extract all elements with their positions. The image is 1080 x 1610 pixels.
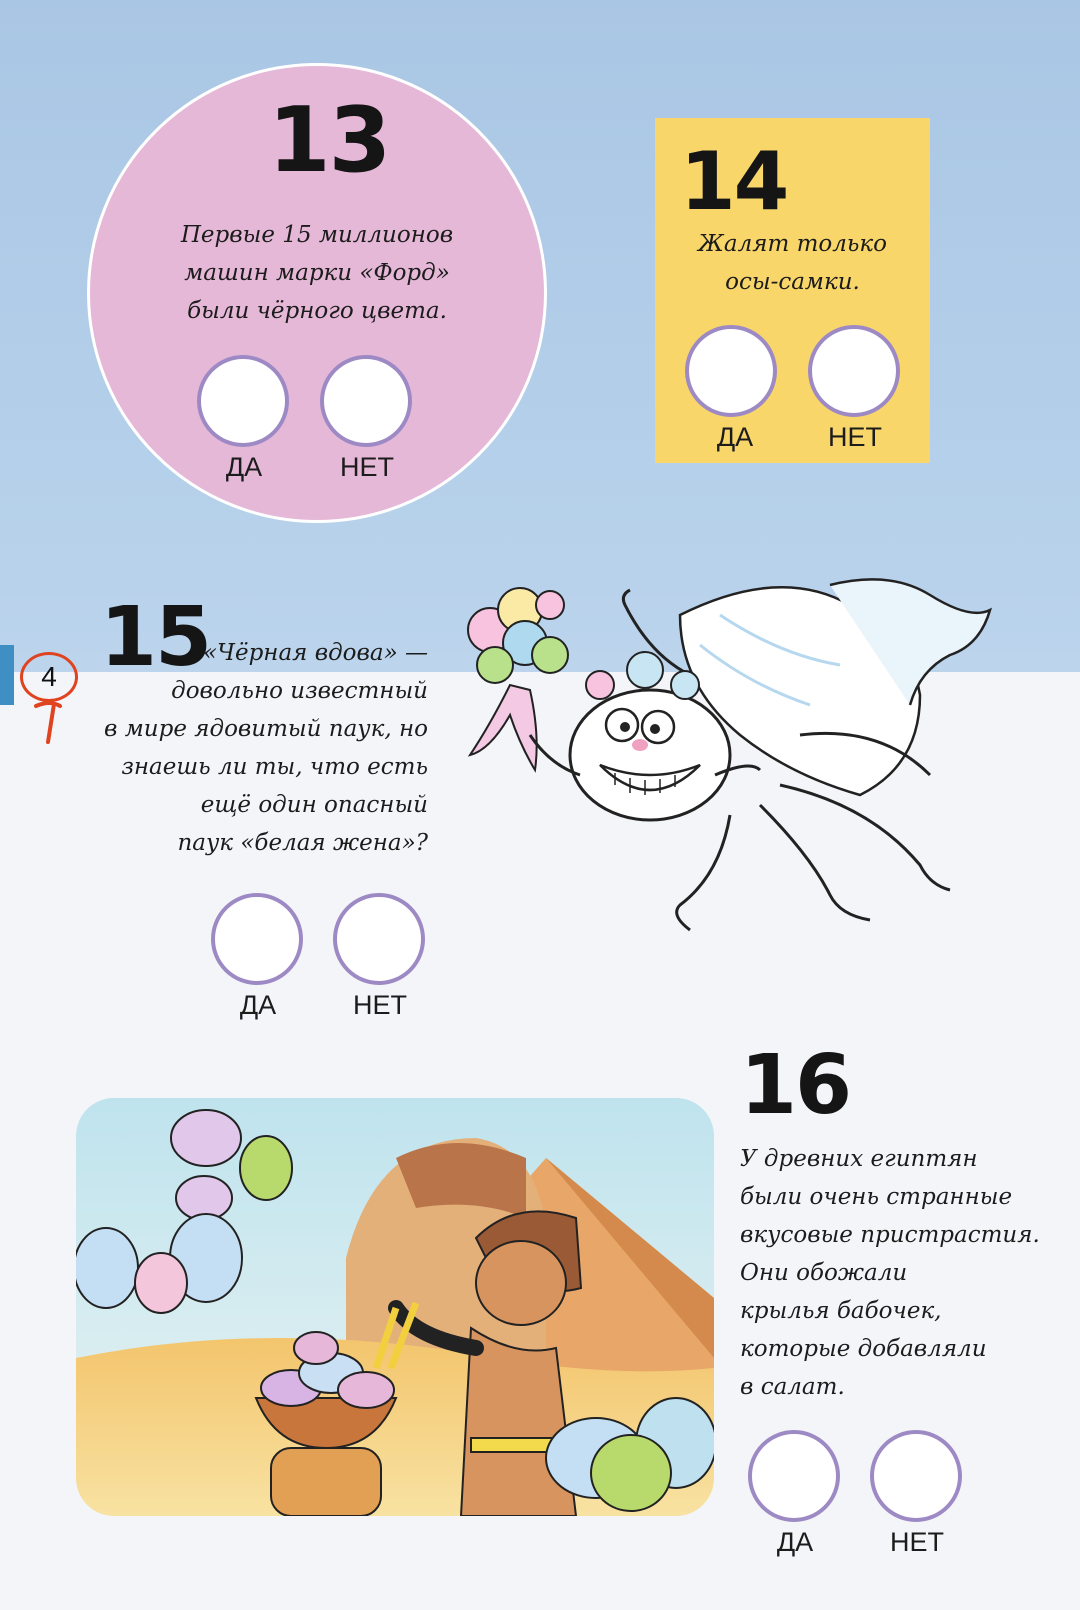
q15-number: 15 <box>100 590 211 685</box>
page-number: 4 <box>20 652 78 702</box>
q15-line: паук «белая жена»? <box>177 830 428 856</box>
q13-line: машин марки «Форд» <box>184 260 450 286</box>
q16-yes-label: ДА <box>776 1527 814 1557</box>
q16-number: 16 <box>740 1038 851 1133</box>
q15-line: «Чёрная вдова» — <box>203 640 428 666</box>
q15-no-circle[interactable] <box>333 893 425 985</box>
q15-line: ещё один опасный <box>200 792 428 818</box>
q15-line: в мире ядовитый паук, но <box>104 716 428 742</box>
q13-text <box>132 216 502 330</box>
q16-line: Они обожали <box>740 1260 908 1286</box>
q15-line: знаешь ли ты, что есть <box>121 754 428 780</box>
q16-no-circle[interactable] <box>870 1430 962 1522</box>
q13-line: Первые 15 миллионов <box>180 222 454 248</box>
q15-yes-label: ДА <box>239 990 277 1020</box>
q16-line: были очень странные <box>740 1184 1013 1210</box>
edge-tab <box>0 645 14 705</box>
q14-yes-label: ДА <box>716 422 754 452</box>
q15-no-label: НЕТ <box>353 990 407 1020</box>
q14-line: осы-самки. <box>725 269 860 295</box>
q13-no-circle[interactable] <box>320 355 412 447</box>
q15-yes-circle[interactable] <box>211 893 303 985</box>
q16-text <box>740 1140 1060 1406</box>
q14-no-label: НЕТ <box>828 422 882 452</box>
q13-number: 13 <box>268 88 390 193</box>
q14-yes-circle[interactable] <box>685 325 777 417</box>
q16-line: в салат. <box>740 1374 845 1400</box>
spider-bride-illustration <box>450 575 1060 945</box>
q14-no-circle[interactable] <box>808 325 900 417</box>
q16-no-label: НЕТ <box>890 1527 944 1557</box>
q16-line: которые добавляли <box>740 1336 987 1362</box>
egypt-scene-illustration <box>76 1098 714 1516</box>
q14-number: 14 <box>680 135 788 228</box>
q13-no-label: НЕТ <box>340 452 394 482</box>
q13-line: были чёрного цвета. <box>187 298 447 324</box>
q16-line: У древних египтян <box>740 1146 978 1172</box>
q16-line: крылья бабочек, <box>740 1298 942 1324</box>
q14-line: Жалят только <box>698 231 887 257</box>
q13-yes-circle[interactable] <box>197 355 289 447</box>
q15-text <box>100 634 428 862</box>
q15-line: довольно известный <box>171 678 428 704</box>
q14-text <box>680 225 905 301</box>
egypt-scene-drawing <box>76 1098 714 1516</box>
q13-yes-label: ДА <box>225 452 263 482</box>
page-mark-icon <box>30 700 70 748</box>
q16-line: вкусовые пристрастия. <box>740 1222 1040 1248</box>
q16-yes-circle[interactable] <box>748 1430 840 1522</box>
